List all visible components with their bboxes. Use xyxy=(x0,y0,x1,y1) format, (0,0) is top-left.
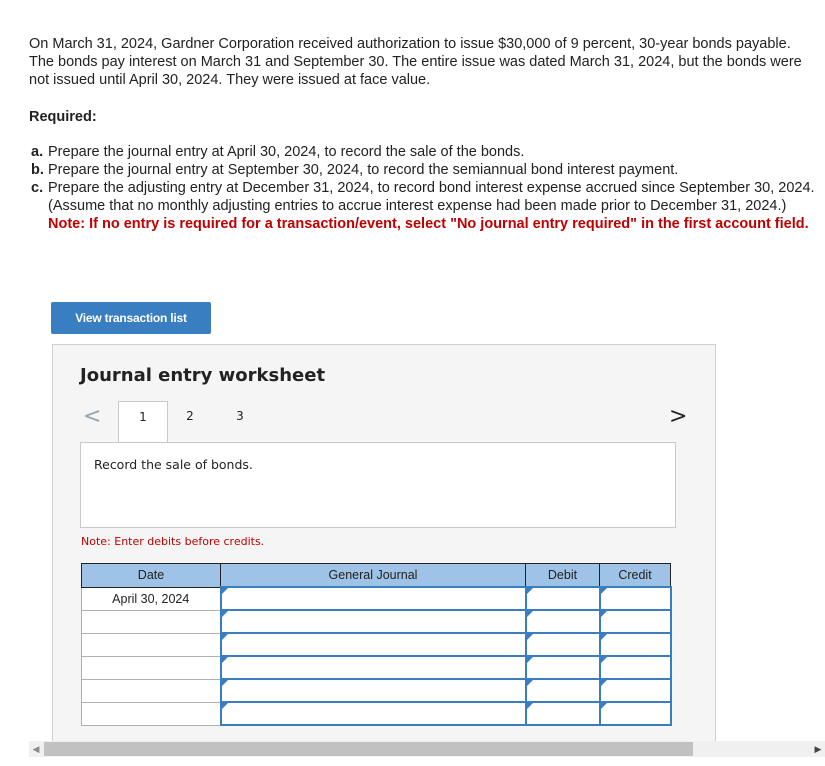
table-row xyxy=(82,679,671,702)
table-row xyxy=(82,656,671,679)
tab-1[interactable]: 1 xyxy=(118,401,168,444)
credit-input[interactable] xyxy=(600,656,671,679)
input-indicator-icon xyxy=(527,680,533,686)
dropdown-indicator-icon xyxy=(222,588,228,594)
table-row xyxy=(82,587,671,610)
transaction-description: Record the sale of bonds. xyxy=(94,457,253,472)
input-indicator-icon xyxy=(601,680,607,686)
tab-3[interactable]: 3 xyxy=(236,409,244,423)
requirement-a xyxy=(31,143,821,161)
horizontal-scrollbar[interactable] xyxy=(29,741,825,757)
journal-table xyxy=(81,563,672,726)
credit-input[interactable] xyxy=(600,633,671,656)
input-indicator-icon xyxy=(527,634,533,640)
debit-input[interactable] xyxy=(526,587,600,610)
account-select[interactable] xyxy=(221,656,526,679)
credit-input[interactable] xyxy=(600,587,671,610)
dropdown-indicator-icon xyxy=(222,680,228,686)
input-indicator-icon xyxy=(527,657,533,663)
chevron-left-icon[interactable]: < xyxy=(83,404,102,429)
credit-input[interactable] xyxy=(600,679,671,702)
date-cell[interactable] xyxy=(82,679,221,702)
debit-input[interactable] xyxy=(526,610,600,633)
input-indicator-icon xyxy=(601,634,607,640)
input-indicator-icon xyxy=(527,703,533,709)
journal-header-row xyxy=(82,564,671,588)
date-cell[interactable] xyxy=(82,633,221,656)
table-row xyxy=(82,633,671,656)
dropdown-indicator-icon xyxy=(222,611,228,617)
required-heading: Required: xyxy=(29,109,97,125)
dropdown-indicator-icon xyxy=(222,634,228,640)
requirement-label: b. xyxy=(31,162,44,178)
debit-input[interactable] xyxy=(526,656,600,679)
account-select[interactable] xyxy=(221,679,526,702)
input-indicator-icon xyxy=(601,657,607,663)
no-entry-note: Note: If no entry is required for a transaction/event, select "No journal entry required" in the first account field. xyxy=(48,216,809,232)
date-cell[interactable] xyxy=(82,656,221,679)
dropdown-indicator-icon xyxy=(222,703,228,709)
requirements-list xyxy=(31,143,821,233)
account-select[interactable] xyxy=(221,702,526,725)
problem-text: On March 31, 2024, Gardner Corporation received authorization to issue $30,000 of 9 percent, 30-year bonds payable. The bonds pay interest on March 31 and September 30. The entire issue was dated March 31, 2024, but the bonds were not issued until April 30, 2024. They were issued at face value. xyxy=(29,36,802,88)
debit-input[interactable] xyxy=(526,633,600,656)
requirement-label: a. xyxy=(31,144,44,160)
date-cell[interactable]: April 30, 2024 xyxy=(82,587,221,610)
requirement-label: c. xyxy=(31,180,44,196)
scroll-right-arrow-icon[interactable]: ▶ xyxy=(814,744,822,754)
account-select[interactable] xyxy=(221,633,526,656)
tab-2[interactable]: 2 xyxy=(186,409,194,423)
journal-entry-worksheet xyxy=(52,344,716,745)
view-transaction-list-button[interactable]: View transaction list xyxy=(51,302,211,334)
debit-header: Debit xyxy=(526,564,600,588)
scroll-left-arrow-icon[interactable]: ◀ xyxy=(32,744,40,754)
requirement-c xyxy=(31,179,821,215)
transaction-description-box xyxy=(80,442,676,528)
requirement-text: Prepare the journal entry at April 30, 2024, to record the sale of the bonds. xyxy=(48,144,525,160)
input-indicator-icon xyxy=(601,611,607,617)
dropdown-indicator-icon xyxy=(222,657,228,663)
general-journal-header: General Journal xyxy=(221,564,526,588)
debits-first-note: Note: Enter debits before credits. xyxy=(81,535,265,548)
input-indicator-icon xyxy=(601,703,607,709)
table-row xyxy=(82,610,671,633)
input-indicator-icon xyxy=(527,611,533,617)
credit-header: Credit xyxy=(600,564,671,588)
date-cell[interactable] xyxy=(82,702,221,725)
date-header: Date xyxy=(82,564,221,588)
requirement-text: Prepare the journal entry at September 30, 2024, to record the semiannual bond interest payment. xyxy=(48,162,679,178)
debit-input[interactable] xyxy=(526,702,600,725)
account-select[interactable] xyxy=(221,587,526,610)
credit-input[interactable] xyxy=(600,702,671,725)
worksheet-title: Journal entry worksheet xyxy=(80,365,326,386)
input-indicator-icon xyxy=(601,588,607,594)
scrollbar-thumb[interactable] xyxy=(44,742,693,756)
credit-input[interactable] xyxy=(600,610,671,633)
account-select[interactable] xyxy=(221,610,526,633)
chevron-right-icon[interactable]: > xyxy=(669,404,688,429)
input-indicator-icon xyxy=(527,588,533,594)
debit-input[interactable] xyxy=(526,679,600,702)
date-cell[interactable] xyxy=(82,610,221,633)
table-row xyxy=(82,702,671,725)
requirement-text: Prepare the adjusting entry at December 31, 2024, to record bond interest expense accrued since September 30, 2024. (Assume that no monthly adjusting entries to accrue interest expense had been made prior to December 31, 2024.) xyxy=(48,180,815,214)
requirement-b xyxy=(31,161,821,179)
